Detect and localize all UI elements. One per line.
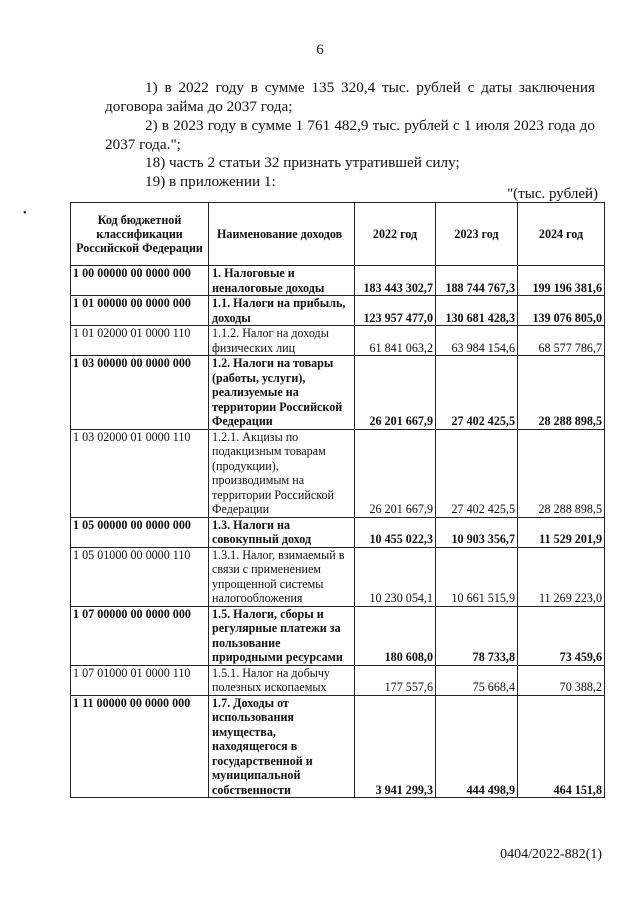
row-value-2022: 10 230 054,1: [355, 547, 436, 606]
table-row: [71, 356, 605, 430]
row-value-2022: 26 201 667,9: [355, 356, 436, 430]
row-value-2023: 75 668,4: [436, 665, 518, 695]
row-name: 1.2.1. Акцизы по подакцизным товарам (продукции), производимым на территории Российской Федерации: [209, 429, 355, 517]
unit-label: "(тыс. рублей): [507, 186, 598, 202]
row-code: 1 07 01000 01 0000 110: [71, 665, 209, 695]
row-value-2024: 28 288 898,5: [518, 356, 605, 430]
header-2023: 2023 год: [436, 203, 518, 266]
paragraph-loan-2022: 1) в 2022 году в сумме 135 320,4 тыс. рублей с даты заключения договора займа до 2037 года;: [105, 79, 595, 115]
row-code: 1 01 02000 01 0000 110: [71, 326, 209, 356]
table-row: [71, 665, 605, 695]
row-value-2024: 199 196 381,6: [518, 266, 605, 296]
row-name: 1.7. Доходы от использования имущества, находящегося в государственной и муниципальной собственности: [209, 695, 355, 798]
row-value-2023: 188 744 767,3: [436, 266, 518, 296]
table-row: [71, 326, 605, 356]
row-value-2024: 70 388,2: [518, 665, 605, 695]
row-name: 1.1. Налоги на прибыль, доходы: [209, 296, 355, 326]
row-code: 1 00 00000 00 0000 000: [71, 266, 209, 296]
row-value-2024: 28 288 898,5: [518, 429, 605, 517]
table-row: [71, 266, 605, 296]
row-name: 1.3. Налоги на совокупный доход: [209, 517, 355, 547]
row-value-2023: 444 498,9: [436, 695, 518, 798]
row-name: 1.5. Налоги, сборы и регулярные платежи за пользование природными ресурсами: [209, 606, 355, 665]
header-name: Наименование доходов: [209, 203, 355, 266]
row-value-2024: 11 529 201,9: [518, 517, 605, 547]
row-code: 1 07 00000 00 0000 000: [71, 606, 209, 665]
table-header-row: [71, 203, 605, 266]
row-value-2024: 68 577 786,7: [518, 326, 605, 356]
row-code: 1 01 00000 00 0000 000: [71, 296, 209, 326]
table-row: [71, 606, 605, 665]
row-code: 1 05 00000 00 0000 000: [71, 517, 209, 547]
row-value-2023: 27 402 425,5: [436, 429, 518, 517]
margin-mark: •: [23, 208, 27, 219]
document-code: 0404/2022-882(1): [500, 847, 602, 862]
table-row: [71, 695, 605, 798]
row-name: 1.2. Налоги на товары (работы, услуги), реализуемые на территории Российской Федерации: [209, 356, 355, 430]
row-value-2024: 73 459,6: [518, 606, 605, 665]
row-value-2023: 130 681 428,3: [436, 296, 518, 326]
table-row: [71, 517, 605, 547]
header-code: Код бюджетной классификации Российской Федерации: [71, 203, 209, 266]
row-value-2023: 63 984 154,6: [436, 326, 518, 356]
row-value-2022: 180 608,0: [355, 606, 436, 665]
paragraph-item-18: 18) часть 2 статьи 32 признать утратившей силу;: [145, 154, 460, 171]
revenue-table: [70, 202, 605, 798]
paragraph-loan-2023: 2) в 2023 году в сумме 1 761 482,9 тыс. рублей с 1 июля 2023 года до 2037 года.";: [105, 117, 595, 153]
row-value-2022: 26 201 667,9: [355, 429, 436, 517]
row-value-2024: 464 151,8: [518, 695, 605, 798]
row-code: 1 05 01000 00 0000 110: [71, 547, 209, 606]
row-value-2024: 139 076 805,0: [518, 296, 605, 326]
row-value-2022: 3 941 299,3: [355, 695, 436, 798]
paragraph-item-19: 19) в приложении 1:: [145, 173, 276, 190]
header-2022: 2022 год: [355, 203, 436, 266]
row-name: 1.3.1. Налог, взимаемый в связи с применением упрощенной системы налогообложения: [209, 547, 355, 606]
row-value-2023: 78 733,8: [436, 606, 518, 665]
row-value-2024: 11 269 223,0: [518, 547, 605, 606]
table-row: [71, 547, 605, 606]
row-value-2023: 10 661 515,9: [436, 547, 518, 606]
row-value-2022: 123 957 477,0: [355, 296, 436, 326]
header-2024: 2024 год: [518, 203, 605, 266]
row-value-2023: 27 402 425,5: [436, 356, 518, 430]
row-value-2022: 10 455 022,3: [355, 517, 436, 547]
row-name: 1.5.1. Налог на добычу полезных ископаемых: [209, 665, 355, 695]
row-value-2023: 10 903 356,7: [436, 517, 518, 547]
row-value-2022: 177 557,6: [355, 665, 436, 695]
row-value-2022: 61 841 063,2: [355, 326, 436, 356]
row-code: 1 03 02000 01 0000 110: [71, 429, 209, 517]
row-value-2022: 183 443 302,7: [355, 266, 436, 296]
page-number: 6: [316, 42, 324, 58]
row-name: 1.1.2. Налог на доходы физических лиц: [209, 326, 355, 356]
table-row: [71, 296, 605, 326]
row-code: 1 03 00000 00 0000 000: [71, 356, 209, 430]
row-code: 1 11 00000 00 0000 000: [71, 695, 209, 798]
row-name: 1. Налоговые и неналоговые доходы: [209, 266, 355, 296]
table-row: [71, 429, 605, 517]
